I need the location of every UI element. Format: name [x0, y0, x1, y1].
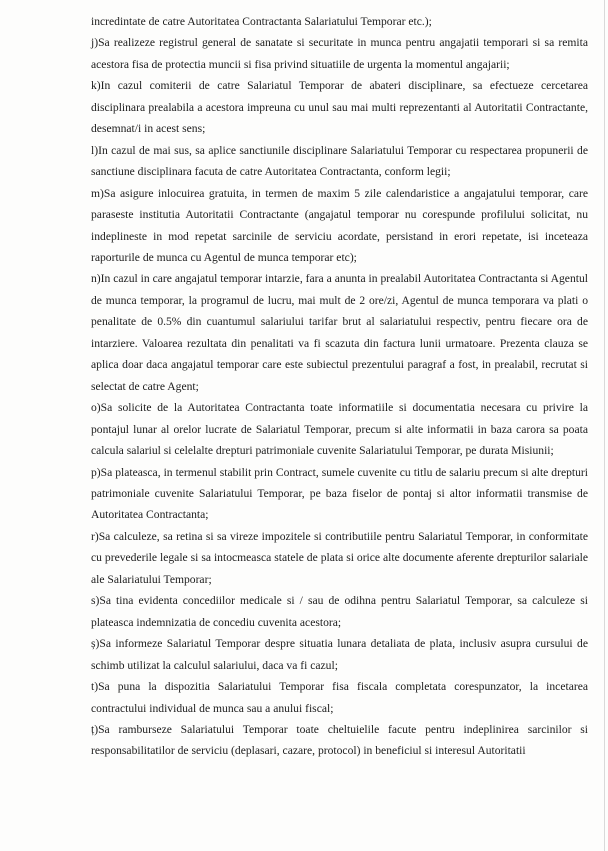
paragraph-o: o)Sa solicite de la Autoritatea Contractanta toate informatiile si documentatia necesara cu privire la pontajul lunar al orelor lucrate de Salariatul Temporar, precum si alte informatii in baza carora sa poata calcula salariul si celelalte drepturi patrimoniale cuvenite Salariatului Temporar, pe durata Misiunii; — [91, 401, 588, 458]
paragraph-p: p)Sa plateasca, in termenul stabilit prin Contract, sumele cuvenite cu titlu de salariu precum si alte drepturi patrimoniale cuvenite Salariatului Temporar, pe baza fiselor de pontaj si altor informatii transmise de Autoritatea Contractanta; — [91, 465, 588, 522]
document-body — [91, 11, 588, 762]
paragraph-t: t)Sa puna la dispozitia Salariatului Temporar fisa fiscala completata corespunzator, la incetarea contractului individual de munca sau a anului fiscal; — [91, 680, 588, 715]
paragraph-continuation: incredintate de catre Autoritatea Contractanta Salariatului Temporar etc.); — [91, 15, 432, 28]
paragraph-k: k)In cazul comiterii de catre Salariatul Temporar de abateri disciplinare, sa efectueze cercetarea disciplinara prealabila a acestora impreuna cu unul sau mai multi reprezentanti al Autoritatii Contractante, desemnat/i in acest sens; — [91, 79, 588, 136]
paragraph-j: j)Sa realizeze registrul general de sanatate si securitate in munca pentru angajatii temporari si sa remita acestora fisa de protectia muncii si fisa privind situatiile de urgenta la momentul angajarii; — [91, 36, 588, 71]
paragraph-n: n)In cazul in care angajatul temporar intarzie, fara a anunta in prealabil Autoritatea Contractanta si Agentul de munca temporar, la programul de lucru, mai mult de 2 ore/zi, Agentul de munca temporara va plati o penalitate de 0.5% din cuantumul salariului tarifar brut al salariatului respectiv, pentru fiecare ora de intarziere. Valoarea rezultata din penalitati va fi scazuta din factura lunii urmatoare. Prezenta clauza se aplica doar daca angajatul temporar care este subiectul prezentului paragraf a fost, in prealabil, recrutat si selectat de catre Agent; — [91, 272, 588, 393]
paragraph-t-comma: ț)Sa ramburseze Salariatului Temporar toate cheltuielile facute pentru indeplinirea sarcinilor si responsabilitatilor de serviciu (deplasari, cazare, protocol) in beneficiul si interesul Autoritatii — [91, 722, 588, 758]
paragraph-l: l)In cazul de mai sus, sa aplice sanctiunile disciplinare Salariatului Temporar cu respectarea propunerii de sanctiune disciplinara facuta de catre Autoritatea Contractanta, conform legii; — [91, 143, 588, 179]
paragraph-r: r)Sa calculeze, sa retina si sa vireze impozitele si contributiile pentru Salariatul Temporar, in conformitate cu prevederile legale si sa intocmeasca statele de plata si orice alte documente aferente drepturilor salariale ale Salariatului Temporar; — [91, 529, 588, 586]
paragraph-s-comma: ș)Sa informeze Salariatul Temporar despre situatia lunara detaliata de plata, inclusiv asupra cursului de schimb utilizat la calculul salariului, daca va fi cazul; — [91, 637, 588, 672]
paragraph-s: s)Sa tina evidenta concediilor medicale si / sau de odihna pentru Salariatul Temporar, sa calculeze si plateasca indemnizatia de concediu cuvenita acestora; — [91, 594, 588, 629]
paragraph-m: m)Sa asigure inlocuirea gratuita, in termen de maxim 5 zile calendaristice a angajatului temporar, care paraseste institutia Autoritatii Contractante (angajatul temporar nu corespunde profilului solicitat, nu indeplineste in mod repetat sarcinile de serviciu acordate, persistand in erori repetate, isi inceteaza raporturile de munca cu Agentul de munca temporar etc); — [91, 186, 588, 264]
